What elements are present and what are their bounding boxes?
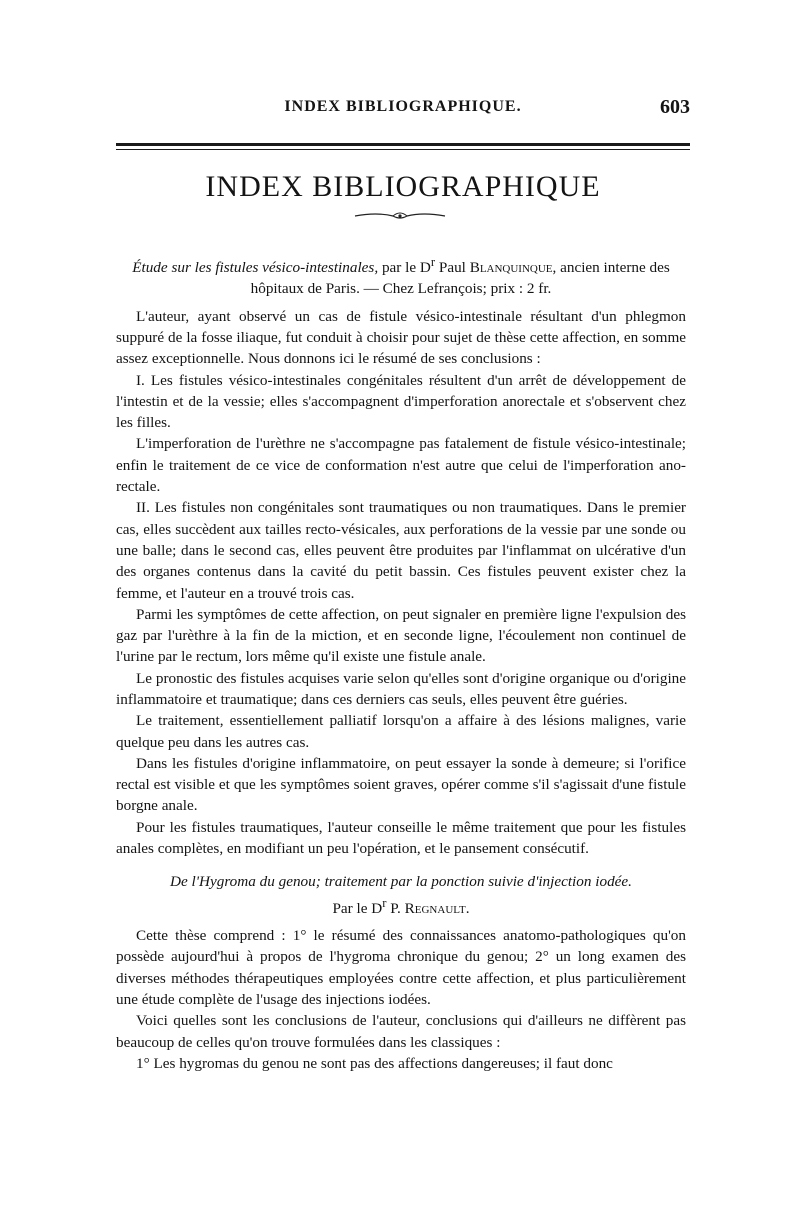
entry-1-author: Blanquinque — [469, 259, 553, 277]
paragraph: L'auteur, ayant observé un cas de fistule vésico-intestinale résultant d'un phlegmon suppuré de la fosse iliaque, fut conduit à choisir pour sujet de thèse cette affection, en somme assez exceptionnelle. Nous donnons ici le résumé de ses conclusions : — [116, 307, 686, 368]
paragraph: Voici quelles sont les conclusions de l'auteur, conclusions qui d'ailleurs ne diffèrent pas beaucoup de celles qu'on trouve formulées dans les classiques : — [116, 1012, 686, 1051]
paragraph: Cette thèse comprend : 1° le résumé des connaissances anatomo-pathologiques qu'on possède aujourd'hui à propos de l'hygroma chronique du genou; 2° un long examen des diverses méthodes thérapeutiques employées contre cette affection, et plus particulièrement une étude complète de l'usage des injections iodées. — [116, 927, 686, 1008]
entries-text — [116, 252, 686, 1074]
entry-1-heading: Étude sur les fistules vésico-intestinales, par le $D^r$ Paul Blanquinque, ancien interne des hôpitaux de Paris. — Chez Lefrançois; prix : 2 fr. — [132, 255, 670, 298]
paragraph: II. Les fistules non congénitales sont traumatiques ou non traumatiques. Dans le premier cas, elles succèdent aux tailles recto-vésicales, aux perforations de la vessie par une sonde ou une balle; dans le second cas, elles peuvent être produites par l'inflammat on ulcérative d'un des organes contenus dans la cavité du petit bassin. Ces fistules peuvent exister chez la femme, et l'auteur en a trouvé trois cas. — [116, 499, 686, 602]
section-title: INDEX BIBLIOGRAPHIQUE — [205, 170, 601, 203]
header-rule-thin — [116, 149, 690, 150]
entry-2-title: De l'Hygroma du genou; traitement par la ponction suivie d'injection iodée. — [170, 873, 632, 891]
running-title: INDEX BIBLIOGRAPHIQUE. — [284, 98, 522, 115]
running-head — [116, 96, 690, 120]
paragraph: Dans les fistules d'origine inflammatoire, on peut essayer la sonde à demeure; si l'orifice rectal est visible et que les symptômes soient graves, opérer comme s'il s'agissait d'une fistule borgne anale. — [116, 754, 686, 815]
paragraph: Parmi les symptômes de cette affection, on peut signaler en première ligne l'expulsion des gaz par l'urèthre à la fin de la miction, et en seconde ligne, l'écoulement non continuel de l'urine par le rectum, lors même qu'il existe une fistule anale. — [116, 605, 686, 666]
paragraph: Le pronostic des fistules acquises varie selon qu'elles sont d'origine organique ou d'origine inflammatoire et traumatique; dans ces derniers cas seuls, elles peuvent être guéries. — [116, 669, 686, 708]
entry-2-heading: De l'Hygroma du genou; traitement par la ponction suivie d'injection iodée. Par le $D^r$ P. Regnault. — [170, 873, 632, 917]
ornament-divider — [353, 210, 447, 222]
paragraph: Pour les fistules traumatiques, l'auteur conseille le même traitement que pour les fistules anales complètes, en modifiant un peu l'opération, et le pansement consécutif. — [116, 818, 686, 858]
paragraph: Le traitement, essentiellement palliatif lorsqu'on a affaire à des lésions malignes, varie quelque peu dans les autres cas. — [116, 712, 686, 751]
paragraph: I. Les fistules vésico-intestinales congénitales résultent d'un arrêt de développement de l'intestin et de la vessie; elles s'accompagnent d'imperforation anorectale et s'observent chez les filles. — [116, 371, 686, 432]
header-rule-thick — [116, 143, 690, 146]
paragraph: L'imperforation de l'urèthre ne s'accompagne pas fatalement de fistule vésico-intestinale; enfin le traitement de ce vice de conformation n'est autre que celui de l'imperforation ano-rectale. — [116, 435, 686, 496]
entry-1-title: Étude sur les fistules vésico-intestinales, — [132, 259, 379, 277]
entry-2-author: P. Regnault. — [386, 899, 470, 917]
page-number: 603 — [660, 96, 690, 118]
paragraph: 1° Les hygromas du genou ne sont pas des affections dangereuses; il faut donc — [136, 1054, 613, 1072]
